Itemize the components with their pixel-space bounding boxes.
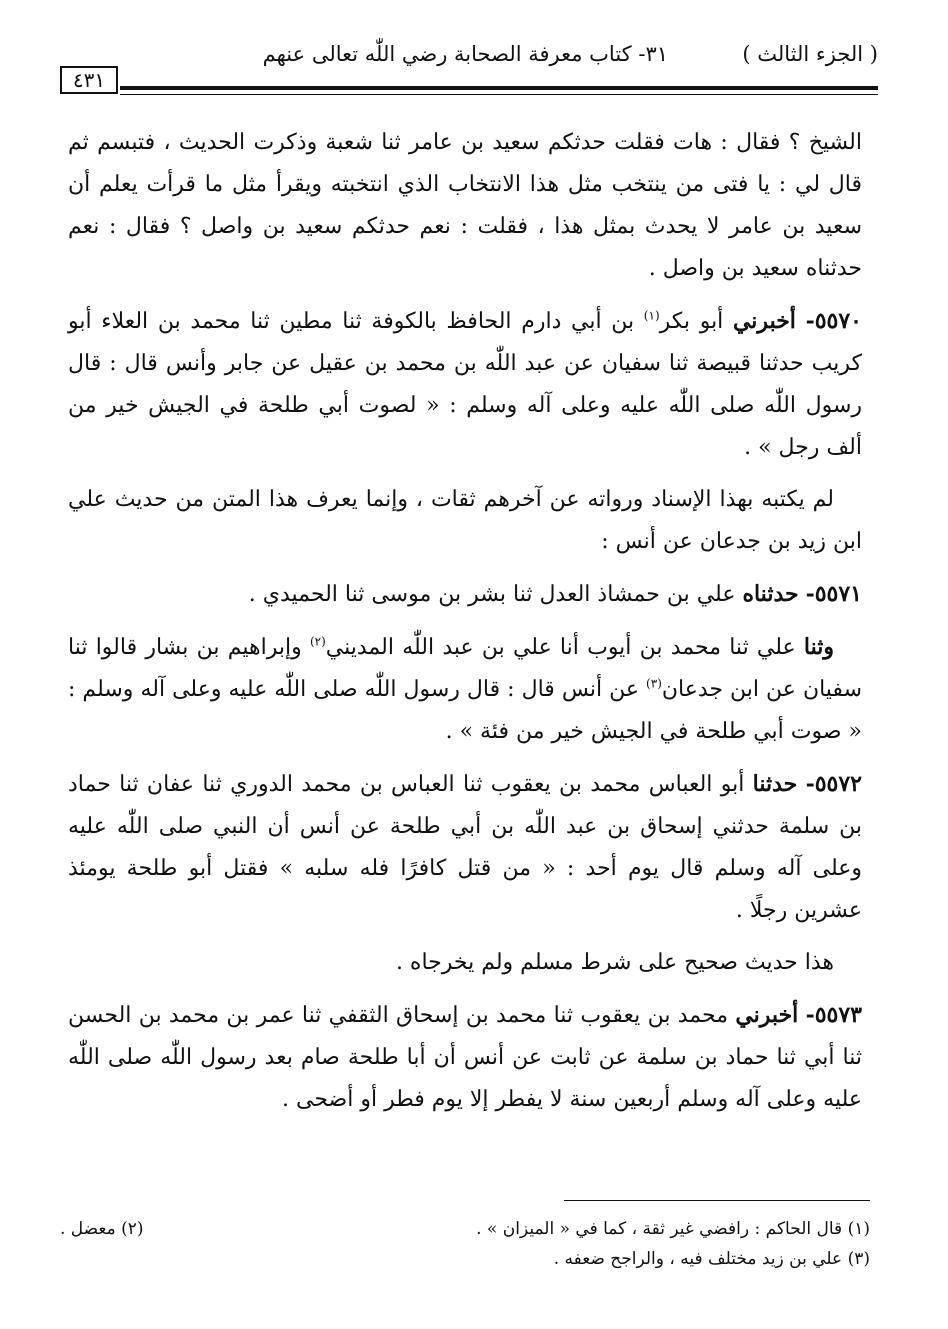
page-header <box>60 40 878 92</box>
header-rule-thick <box>120 86 878 90</box>
hadith-number: ٥٥٧٢- <box>805 771 862 797</box>
hadith-number: ٥٥٧١- <box>805 581 862 607</box>
hadith-keyword: أخبرني <box>735 1002 799 1028</box>
footnote-3: (٣) علي بن زيد مختلف فيه ، والراجح ضعفه . <box>553 1249 870 1269</box>
footnote-2: (٢) معضل . <box>60 1219 144 1239</box>
hadith-text: علي بن حمشاذ العدل ثنا بشر بن موسى ثنا الحميدي . <box>248 582 743 607</box>
part-label: ( الجزء الثالث ) <box>742 42 878 66</box>
footnote-1: (١) قال الحاكم : رافضي غير ثقة ، كما في « الميزان » . <box>476 1219 870 1239</box>
hadith-5571-chain <box>68 626 862 753</box>
main-text <box>68 122 862 1131</box>
hadith-text: محمد بن يعقوب ثنا محمد بن إسحاق الثقفي ثنا عمر بن محمد بن الحسن ثنا أبي ثنا حماد بن سلمة عن ثابت عن أنس أن أبا طلحة صام بعد رسول اللّٰه صلى اللّٰه عليه وعلى آله وسلم أربعين سنة لا يفطر إلا يوم فطر أو أضحى . <box>68 1003 862 1112</box>
paragraph-text: الشيخ ؟ فقال : هات فقلت حدثكم سعيد بن عامر ثنا شعبة وذكرت الحديث ، فتبسم ثم قال لي : يا فتى من ينتخب مثل هذا الانتخاب الذي انتخبته ويقرأ مثل ما قرأت يعلم أن سعيد بن عامر لا يحدث بمثل هذا ، فقلت : نعم حدثكم سعيد بن واصل ؟ فقال : نعم حدثناه سعيد بن واصل . <box>68 130 863 281</box>
hadith-text: عن أنس قال : قال رسول اللّٰه صلى اللّٰه عليه وعلى آله وسلم : « صوت أبي طلحة في الجيش خير من فئة » . <box>68 677 862 744</box>
footnote-ref-1: (١) <box>643 308 660 323</box>
hadith-keyword: حدثنا <box>752 771 798 797</box>
header-rule-thin <box>120 94 878 95</box>
hadith-text: أبو بكر <box>659 309 733 334</box>
hadith-number: ٥٥٧٣- <box>805 1002 862 1028</box>
commentary-text: هذا حديث صحيح على شرط مسلم ولم يخرجاه . <box>395 950 834 975</box>
hadith-keyword: وثنا <box>803 634 834 660</box>
footnote-separator <box>564 1200 870 1201</box>
hadith-5570 <box>68 300 862 469</box>
hadith-5571 <box>68 573 862 616</box>
footnote-ref-2: (٢) <box>309 634 326 649</box>
commentary-text: لم يكتبه بهذا الإسناد ورواته عن آخرهم ثقات ، وإنما يعرف هذا المتن من حديث علي ابن زيد بن جدعان عن أنس : <box>68 487 862 554</box>
commentary-5572 <box>68 942 862 984</box>
hadith-keyword: أخبرني <box>732 308 796 334</box>
book-title: ٣١- كتاب معرفة الصحابة رضي اللّٰه تعالى عنهم <box>262 42 668 66</box>
hadith-5573 <box>68 994 862 1121</box>
footnote-line <box>160 1244 870 1274</box>
footnote-ref-3: (٣) <box>646 676 662 691</box>
hadith-number: ٥٥٧٠- <box>805 308 862 334</box>
hadith-text: بن أبي دارم الحافظ بالكوفة ثنا مطين ثنا محمد بن العلاء أبو كريب حدثنا قبيصة ثنا سفيان عن عبد اللّٰه بن محمد بن عقيل عن جابر وأنس قال : قال رسول اللّٰه صلى اللّٰه عليه وعلى آله وسلم : « لصوت أبي طلحة في الجيش خير من ألف رجل » . <box>68 309 862 460</box>
commentary-5570 <box>68 479 862 563</box>
paragraph-continuation <box>68 122 862 290</box>
hadith-text: علي ثنا محمد بن أيوب أنا علي بن عبد اللّٰه المديني <box>325 635 804 660</box>
hadith-text: وإبراهيم بن بشار قالوا ثنا سفيان عن ابن جدعان <box>68 635 862 702</box>
hadith-5572 <box>68 763 862 932</box>
hadith-keyword: حدثناه <box>742 581 799 607</box>
footnotes <box>60 1214 870 1274</box>
hadith-text: أبو العباس محمد بن يعقوب ثنا العباس بن محمد الدوري ثنا عفان ثنا حماد بن سلمة حدثني إسحاق بن عبد اللّٰه بن أبي طلحة عن أنس أن النبي صلى اللّٰه عليه وعلى آله وسلم قال يوم أحد : « من قتل كافرًا فله سلبه » فقتل أبو طلحة يومئذ عشرين رجلًا . <box>68 772 862 923</box>
footnote-line <box>60 1214 870 1244</box>
page-number: ٤٣١ <box>60 66 118 94</box>
